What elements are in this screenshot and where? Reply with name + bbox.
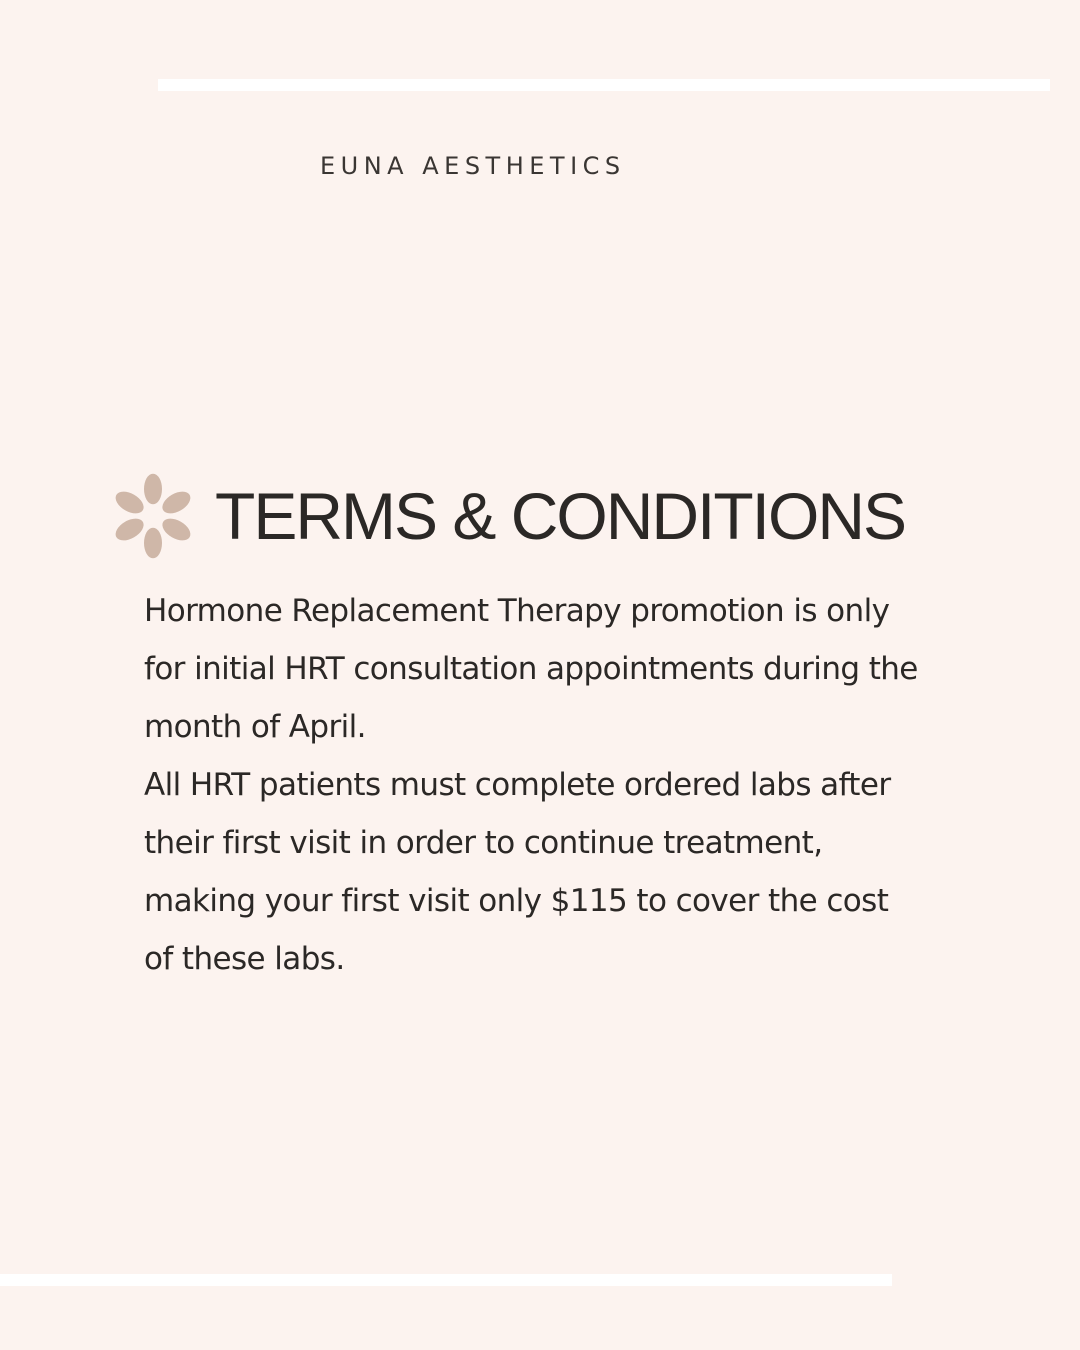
terms-paragraph-2: All HRT patients must complete ordered labs after their first visit in order to continue treatment, making your first visit only $115 to cover the cost of these labs. [144,767,891,977]
page-title: TERMS & CONDITIONS [215,479,906,553]
brand-name: EUNA AESTHETICS [320,152,626,180]
top-divider [158,79,1050,91]
bottom-divider [0,1274,892,1286]
flower-icon [108,468,198,564]
terms-paragraph-1: Hormone Replacement Therapy promotion is only for initial HRT consultation appointments during the month of April. [144,593,918,745]
terms-body [144,582,924,988]
